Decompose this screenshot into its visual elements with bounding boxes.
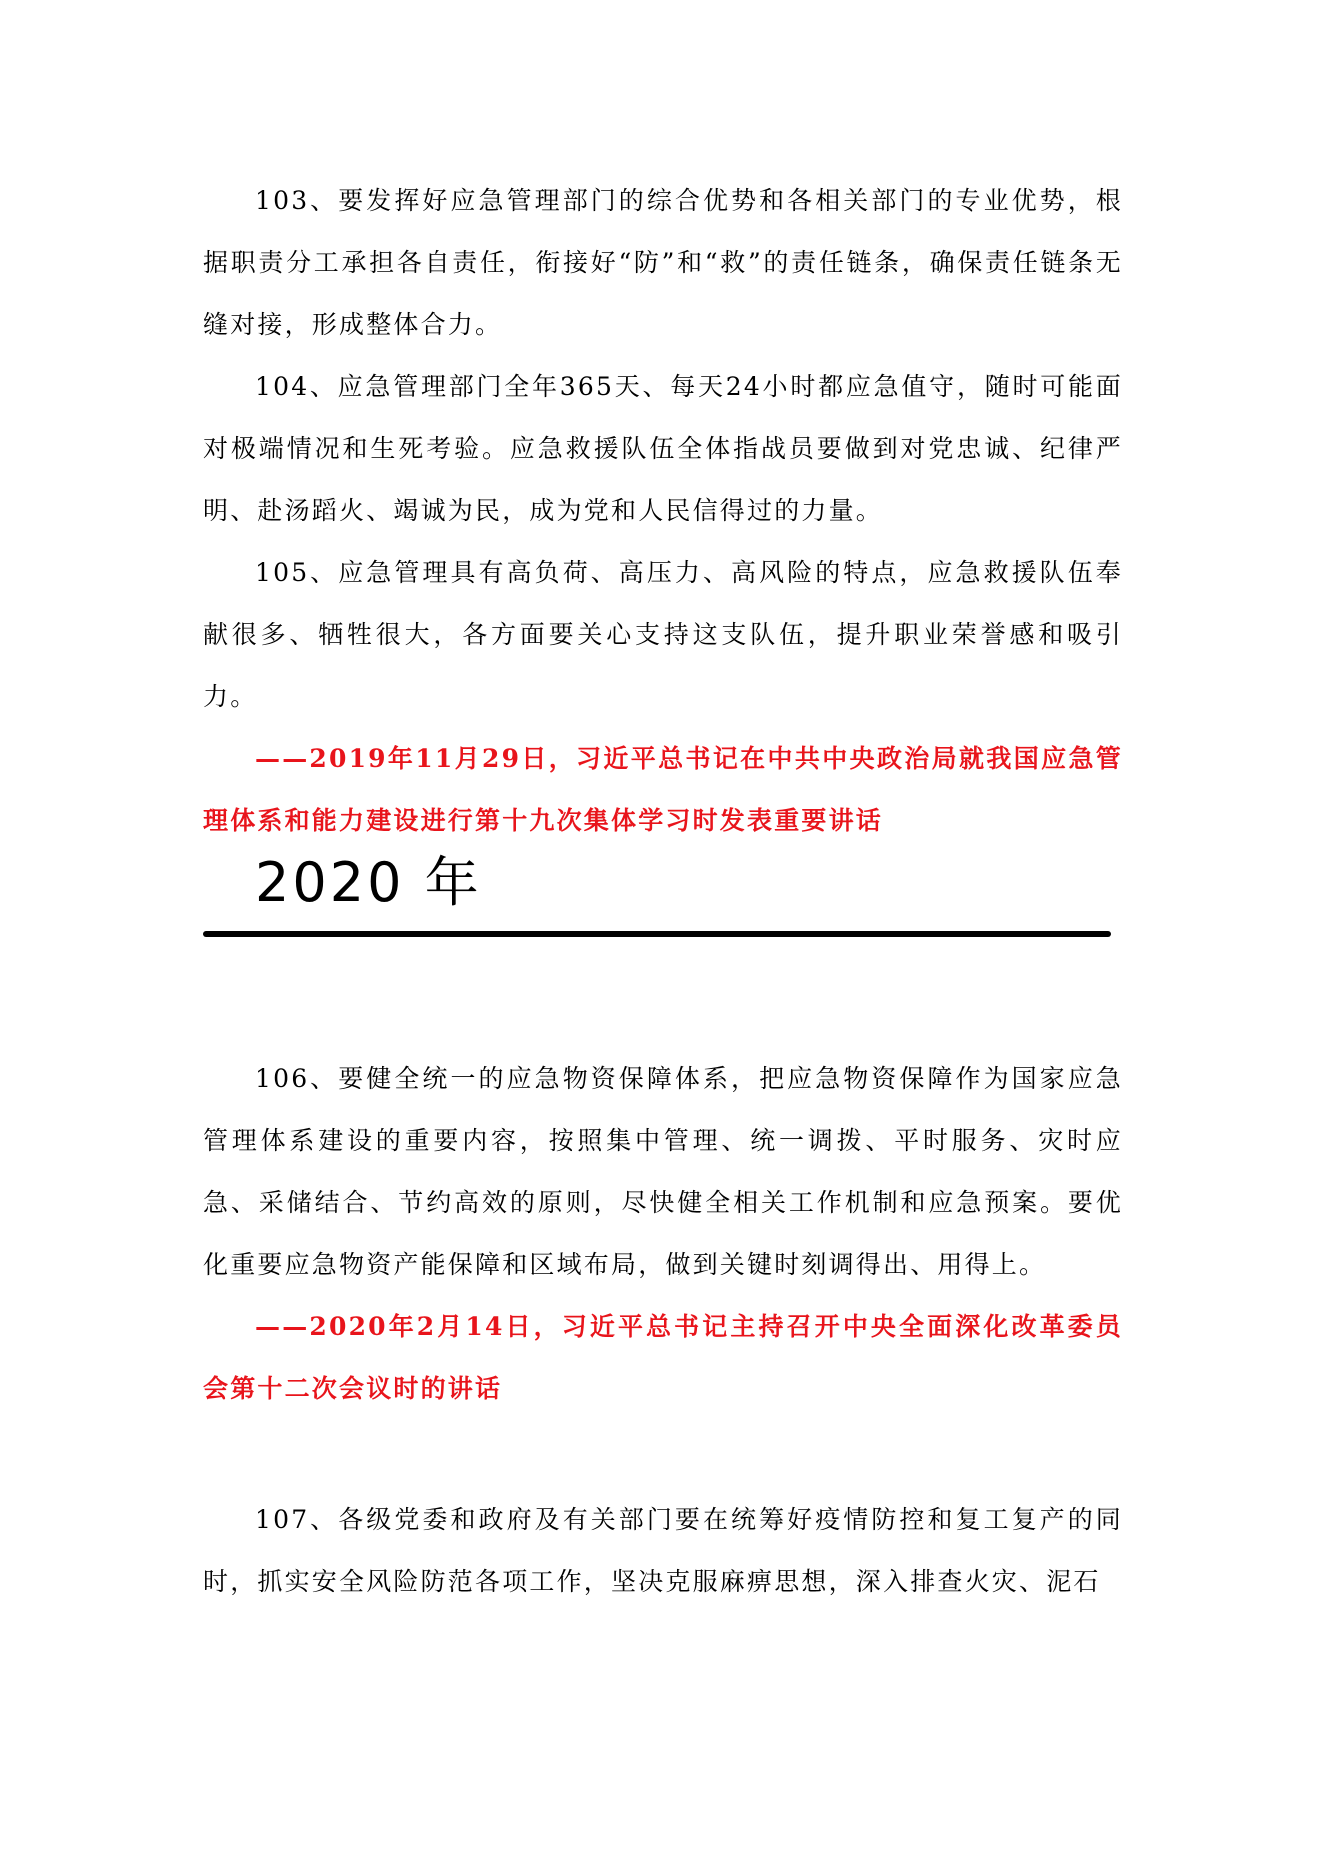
attribution-2020: ——2020年2月14日，习近平总书记主持召开中央全面深化改革委员会第十二次会议时的讲话 — [203, 1312, 1123, 1403]
section-2020-b — [203, 1489, 1123, 1613]
paragraph-107: 107、各级党委和政府及有关部门要在统筹好疫情防控和复工复产的同时，抓实安全风险防范各项工作，坚决克服麻痹思想，深入排查火灾、泥石 — [203, 1505, 1123, 1596]
section-2019 — [203, 170, 1123, 852]
attribution-2019: ——2019年11月29日，习近平总书记在中共中央政治局就我国应急管理体系和能力建设进行第十九次集体学习时发表重要讲话 — [203, 744, 1123, 835]
paragraph-104: 104、应急管理部门全年365天、每天24小时都应急值守，随时可能面对极端情况和生死考验。应急救援队伍全体指战员要做到对党忠诚、纪律严明、赴汤蹈火、竭诚为民，成为党和人民信得过的力量。 — [203, 372, 1123, 525]
year-heading: 2020 年 — [255, 851, 482, 914]
paragraph-105: 105、应急管理具有高负荷、高压力、高风险的特点，应急救援队伍奉献很多、牺牲很大，各方面要关心支持这支队伍，提升职业荣誉感和吸引力。 — [203, 558, 1123, 711]
heading-divider — [203, 931, 1111, 937]
paragraph-106: 106、要健全统一的应急物资保障体系，把应急物资保障作为国家应急管理体系建设的重要内容，按照集中管理、统一调拨、平时服务、灾时应急、采储结合、节约高效的原则，尽快健全相关工作机制和应急预案。要优化重要应急物资产能保障和区域布局，做到关键时刻调得出、用得上。 — [203, 1064, 1123, 1279]
section-2020-a — [203, 1048, 1123, 1420]
paragraph-103: 103、要发挥好应急管理部门的综合优势和各相关部门的专业优势，根据职责分工承担各自责任，衔接好“防”和“救”的责任链条，确保责任链条无缝对接，形成整体合力。 — [203, 186, 1123, 339]
